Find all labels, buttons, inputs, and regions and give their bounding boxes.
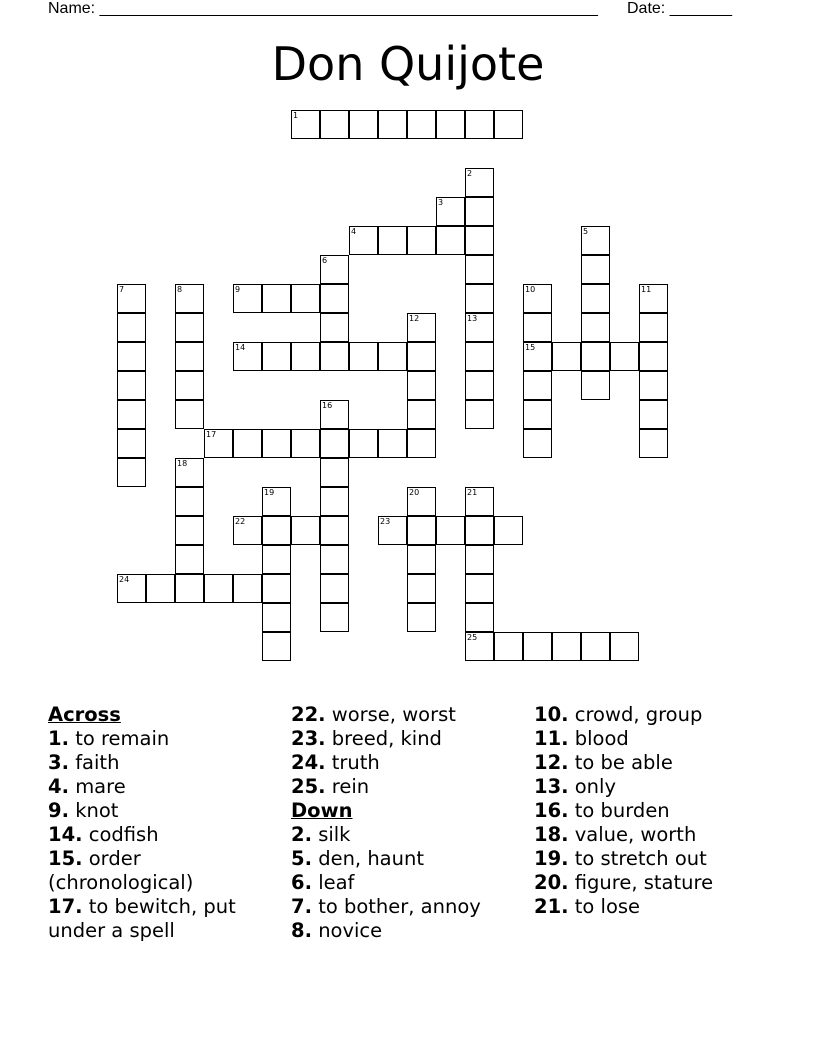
grid-cell[interactable] xyxy=(523,632,552,661)
grid-cell[interactable] xyxy=(175,487,204,516)
grid-cell[interactable] xyxy=(117,313,146,342)
clue-across-15: 15. order (chronological) xyxy=(48,847,194,894)
grid-cell[interactable] xyxy=(465,400,494,429)
grid-cell[interactable] xyxy=(610,632,639,661)
grid-cell[interactable] xyxy=(378,429,407,458)
clue-down-2: 2. silk xyxy=(291,823,351,846)
grid-cell[interactable] xyxy=(117,458,146,487)
grid-cell[interactable] xyxy=(320,400,349,429)
grid-cell[interactable] xyxy=(523,429,552,458)
grid-cell[interactable] xyxy=(175,458,204,487)
grid-cell[interactable] xyxy=(262,545,291,574)
clue-down-19: 19. to stretch out xyxy=(534,847,707,870)
grid-cell[interactable] xyxy=(465,313,494,342)
clue-number: 11 xyxy=(641,285,652,294)
grid-cell[interactable] xyxy=(407,226,436,255)
grid-cell[interactable] xyxy=(552,632,581,661)
grid-cell[interactable] xyxy=(320,429,349,458)
grid-cell[interactable] xyxy=(465,110,494,139)
date-field-label: Date: _______ xyxy=(627,0,732,17)
grid-cell[interactable] xyxy=(581,313,610,342)
grid-cell[interactable] xyxy=(175,400,204,429)
grid-cell[interactable] xyxy=(407,516,436,545)
grid-cell[interactable] xyxy=(436,110,465,139)
grid-cell[interactable] xyxy=(407,429,436,458)
grid-cell[interactable] xyxy=(117,342,146,371)
grid-cell[interactable] xyxy=(465,632,494,661)
grid-cell[interactable] xyxy=(291,429,320,458)
down-heading: Down xyxy=(291,799,353,822)
clue-number: 1 xyxy=(293,111,299,120)
grid-cell[interactable] xyxy=(494,632,523,661)
grid-cell[interactable] xyxy=(320,110,349,139)
grid-cell[interactable] xyxy=(320,574,349,603)
grid-cell[interactable] xyxy=(465,545,494,574)
clue-number: 20 xyxy=(409,488,420,497)
clue-number: 24 xyxy=(119,575,130,584)
grid-cell[interactable] xyxy=(407,603,436,632)
grid-cell[interactable] xyxy=(581,255,610,284)
grid-cell[interactable] xyxy=(378,342,407,371)
grid-cell[interactable] xyxy=(117,400,146,429)
grid-cell[interactable] xyxy=(175,574,204,603)
grid-cell[interactable] xyxy=(465,487,494,516)
grid-cell[interactable] xyxy=(262,603,291,632)
clue-across-22: 22. worse, worst xyxy=(291,703,456,726)
grid-cell[interactable] xyxy=(320,545,349,574)
grid-cell[interactable] xyxy=(465,574,494,603)
grid-cell[interactable] xyxy=(465,197,494,226)
clue-number: 7 xyxy=(119,285,125,294)
clue-number: 15 xyxy=(525,343,536,352)
clue-down-10: 10. crowd, group xyxy=(534,703,703,726)
grid-cell[interactable] xyxy=(407,371,436,400)
grid-cell[interactable] xyxy=(320,313,349,342)
grid-cell[interactable] xyxy=(233,284,262,313)
grid-cell[interactable] xyxy=(291,284,320,313)
grid-cell[interactable] xyxy=(523,400,552,429)
clue-down-12: 12. to be able xyxy=(534,751,673,774)
grid-cell[interactable] xyxy=(117,574,146,603)
grid-cell[interactable] xyxy=(291,516,320,545)
grid-cell[interactable] xyxy=(581,284,610,313)
grid-cell[interactable] xyxy=(320,458,349,487)
grid-cell[interactable] xyxy=(465,603,494,632)
page-title: Don Quijote xyxy=(271,37,545,91)
grid-cell[interactable] xyxy=(233,516,262,545)
grid-cell[interactable] xyxy=(349,110,378,139)
grid-cell[interactable] xyxy=(407,110,436,139)
grid-cell[interactable] xyxy=(175,313,204,342)
clue-down-20: 20. figure, stature xyxy=(534,871,714,894)
grid-cell[interactable] xyxy=(175,545,204,574)
clue-across-23: 23. breed, kind xyxy=(291,727,442,750)
clue-across-4: 4. mare xyxy=(48,775,126,798)
grid-cell[interactable] xyxy=(175,516,204,545)
clue-number: 5 xyxy=(583,227,589,236)
grid-cell[interactable] xyxy=(378,516,407,545)
grid-cell[interactable] xyxy=(639,284,668,313)
clue-across-24: 24. truth xyxy=(291,751,380,774)
grid-cell[interactable] xyxy=(117,284,146,313)
grid-cell[interactable] xyxy=(407,545,436,574)
clue-down-8: 8. novice xyxy=(291,919,383,942)
clue-number: 23 xyxy=(380,517,391,526)
clue-down-7: 7. to bother, annoy xyxy=(291,895,481,918)
grid-cell[interactable] xyxy=(523,342,552,371)
clue-number: 16 xyxy=(322,401,333,410)
grid-cell[interactable] xyxy=(117,429,146,458)
grid-cell[interactable] xyxy=(175,342,204,371)
grid-cell[interactable] xyxy=(262,487,291,516)
grid-cell[interactable] xyxy=(436,226,465,255)
clue-number: 10 xyxy=(525,285,536,294)
grid-cell[interactable] xyxy=(407,487,436,516)
clue-number: 14 xyxy=(235,343,246,352)
grid-cell[interactable] xyxy=(291,110,320,139)
grid-cell[interactable] xyxy=(233,574,262,603)
clue-across-3: 3. faith xyxy=(48,751,120,774)
grid-cell[interactable] xyxy=(349,342,378,371)
grid-cell[interactable] xyxy=(233,429,262,458)
grid-cell[interactable] xyxy=(204,429,233,458)
clue-down-21: 21. to lose xyxy=(534,895,641,918)
grid-cell[interactable] xyxy=(465,168,494,197)
grid-cell[interactable] xyxy=(523,371,552,400)
across-heading: Across xyxy=(48,703,121,726)
grid-cell[interactable] xyxy=(262,632,291,661)
clue-across-1: 1. to remain xyxy=(48,727,170,750)
grid-cell[interactable] xyxy=(581,342,610,371)
grid-cell[interactable] xyxy=(262,574,291,603)
grid-cell[interactable] xyxy=(320,255,349,284)
grid-cell[interactable] xyxy=(494,516,523,545)
clue-down-16: 16. to burden xyxy=(534,799,670,822)
clue-number: 9 xyxy=(235,285,241,294)
clue-number: 2 xyxy=(467,169,473,178)
grid-cell[interactable] xyxy=(262,429,291,458)
clue-down-13: 13. only xyxy=(534,775,616,798)
clue-number: 12 xyxy=(409,314,420,323)
grid-cell[interactable] xyxy=(320,284,349,313)
clue-number: 18 xyxy=(177,459,188,468)
grid-cell[interactable] xyxy=(581,371,610,400)
grid-cell[interactable] xyxy=(465,516,494,545)
grid-cell[interactable] xyxy=(291,342,320,371)
clue-number: 3 xyxy=(438,198,444,207)
clue-number: 13 xyxy=(467,314,478,323)
grid-cell[interactable] xyxy=(639,371,668,400)
clue-across-9: 9. knot xyxy=(48,799,119,822)
clue-column-2 xyxy=(291,703,526,943)
grid-cell[interactable] xyxy=(407,574,436,603)
grid-cell[interactable] xyxy=(465,226,494,255)
grid-cell[interactable] xyxy=(320,603,349,632)
grid-cell[interactable] xyxy=(320,487,349,516)
grid-cell[interactable] xyxy=(465,284,494,313)
clue-number: 22 xyxy=(235,517,246,526)
clue-number: 19 xyxy=(264,488,275,497)
grid-cell[interactable] xyxy=(146,574,175,603)
grid-cell[interactable] xyxy=(639,400,668,429)
grid-cell[interactable] xyxy=(349,429,378,458)
grid-cell[interactable] xyxy=(175,371,204,400)
clue-number: 21 xyxy=(467,488,478,497)
grid-cell[interactable] xyxy=(523,313,552,342)
grid-cell[interactable] xyxy=(407,400,436,429)
clue-across-25: 25. rein xyxy=(291,775,370,798)
grid-cell[interactable] xyxy=(465,255,494,284)
grid-cell[interactable] xyxy=(407,342,436,371)
clue-down-5: 5. den, haunt xyxy=(291,847,424,870)
grid-cell[interactable] xyxy=(552,342,581,371)
clue-down-18: 18. value, worth xyxy=(534,823,697,846)
grid-cell[interactable] xyxy=(378,226,407,255)
grid-cell[interactable] xyxy=(581,226,610,255)
name-field-label: Name: ________________________________________________________ xyxy=(48,0,598,17)
grid-cell[interactable] xyxy=(523,284,552,313)
grid-cell[interactable] xyxy=(378,110,407,139)
clue-number: 25 xyxy=(467,633,478,642)
grid-cell[interactable] xyxy=(639,342,668,371)
grid-cell[interactable] xyxy=(262,342,291,371)
grid-cell[interactable] xyxy=(610,342,639,371)
grid-cell[interactable] xyxy=(175,284,204,313)
grid-cell[interactable] xyxy=(262,284,291,313)
grid-cell[interactable] xyxy=(436,516,465,545)
grid-cell[interactable] xyxy=(581,632,610,661)
clue-column-3 xyxy=(534,703,774,919)
grid-cell[interactable] xyxy=(320,516,349,545)
grid-cell[interactable] xyxy=(639,429,668,458)
clue-number: 17 xyxy=(206,430,217,439)
grid-cell[interactable] xyxy=(494,110,523,139)
clue-down-11: 11. blood xyxy=(534,727,629,750)
clue-number: 4 xyxy=(351,227,357,236)
grid-cell[interactable] xyxy=(320,342,349,371)
grid-cell[interactable] xyxy=(436,197,465,226)
grid-cell[interactable] xyxy=(262,516,291,545)
clue-number: 8 xyxy=(177,285,183,294)
clue-down-6: 6. leaf xyxy=(291,871,355,894)
grid-cell[interactable] xyxy=(233,342,262,371)
clue-across-14: 14. codfish xyxy=(48,823,159,846)
grid-cell[interactable] xyxy=(465,371,494,400)
grid-cell[interactable] xyxy=(465,342,494,371)
grid-cell[interactable] xyxy=(204,574,233,603)
grid-cell[interactable] xyxy=(349,226,378,255)
grid-cell[interactable] xyxy=(117,371,146,400)
clue-number: 6 xyxy=(322,256,328,265)
clue-column-1 xyxy=(48,703,278,943)
clue-across-17: 17. to bewitch, put under a spell xyxy=(48,895,236,942)
grid-cell[interactable] xyxy=(407,313,436,342)
grid-cell[interactable] xyxy=(639,313,668,342)
